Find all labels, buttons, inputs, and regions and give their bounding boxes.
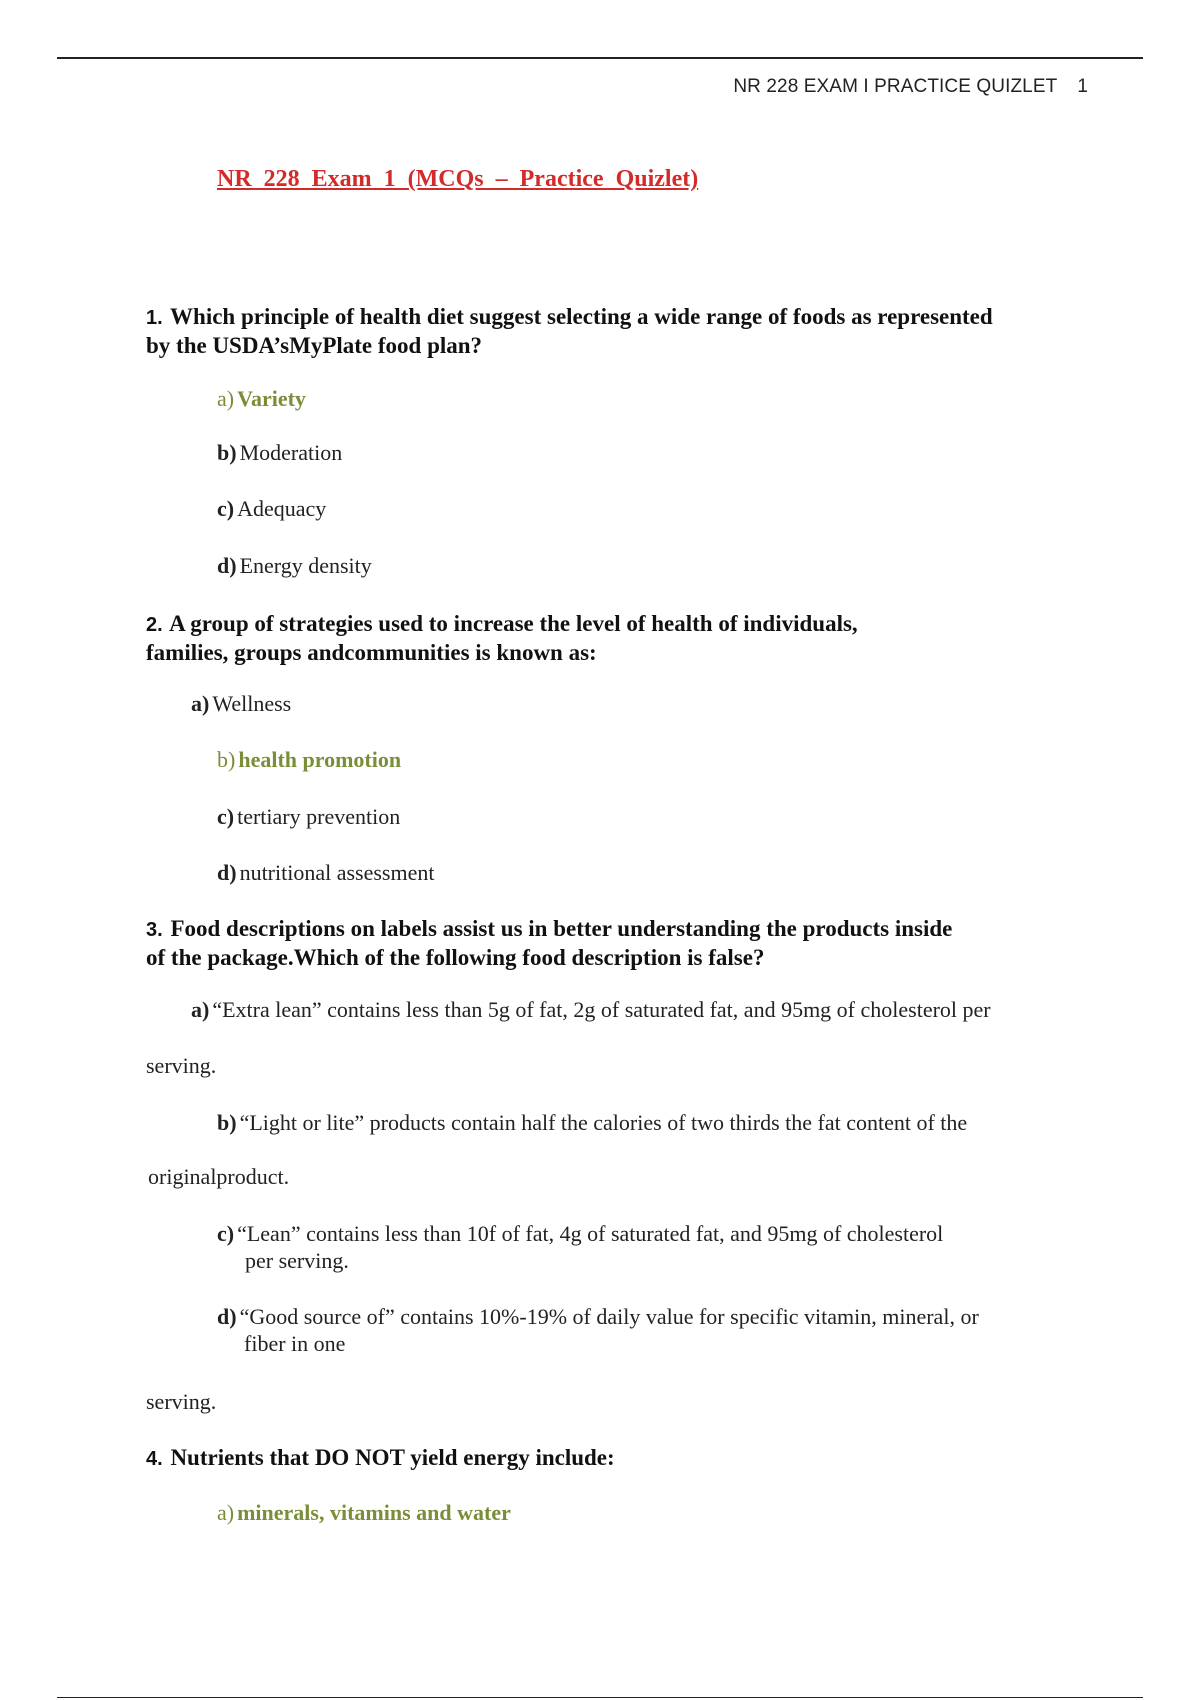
q1-option-c [217, 495, 326, 522]
option-label: c) [217, 496, 235, 521]
q3-option-d-continuation: serving. [146, 1389, 217, 1414]
option-label: b) [217, 1110, 237, 1135]
option-label: c) [217, 804, 235, 829]
question-text-line1: A group of strategies used to increase the level of health of individuals, [169, 611, 858, 636]
option-label: a) [217, 386, 235, 411]
q4-option-a [217, 1499, 511, 1526]
question-text-line2: of the package.Which of the following food description is false? [146, 945, 765, 970]
option-text: tertiary prevention [237, 804, 401, 829]
footer-rule [57, 1697, 1143, 1698]
q3-option-d [217, 1303, 979, 1357]
q3-option-b [217, 1109, 967, 1136]
question-number: 4. [146, 1448, 163, 1470]
question-number: 2. [146, 614, 163, 636]
option-text: “Extra lean” contains less than 5g of fat, 2g of saturated fat, and 95mg of cholesterol per [212, 997, 991, 1022]
option-text: “Lean” contains less than 10f of fat, 4g of saturated fat, and 95mg of cholesterol [237, 1221, 944, 1246]
q3-option-c [217, 1220, 943, 1274]
q1-option-a [217, 385, 306, 412]
q1-option-d [217, 552, 372, 579]
q2-option-a [191, 690, 291, 717]
q2-option-c [217, 803, 400, 830]
option-text: Variety [237, 386, 306, 411]
q3-option-a [191, 996, 991, 1023]
question-text-line1: Which principle of health diet suggest selecting a wide range of foods as represented [170, 304, 993, 329]
option-text: “Good source of” contains 10%-19% of daily value for specific vitamin, mineral, or [239, 1304, 979, 1329]
option-label: b) [217, 747, 236, 772]
option-text: Energy density [239, 553, 372, 578]
question-4 [146, 1444, 615, 1473]
option-text: Wellness [212, 691, 292, 716]
q2-option-b [217, 746, 401, 773]
question-text-line2: families, groups andcommunities is known as: [146, 640, 597, 665]
option-label: a) [217, 1500, 235, 1525]
option-label: d) [217, 553, 237, 578]
option-text: “Light or lite” products contain half the calories of two thirds the fat content of the [239, 1110, 968, 1135]
option-label: c) [217, 1221, 235, 1246]
option-text: minerals, vitamins and water [237, 1500, 511, 1525]
option-label: a) [191, 691, 210, 716]
option-label: b) [217, 440, 237, 465]
option-text: Adequacy [237, 496, 327, 521]
option-text-line2: fiber in one [244, 1331, 346, 1356]
question-text-line1: Food descriptions on labels assist us in better understanding the products inside [170, 916, 953, 941]
question-1 [146, 303, 993, 359]
q2-option-d [217, 859, 434, 886]
option-text: nutritional assessment [239, 860, 435, 885]
question-number: 3. [146, 919, 163, 941]
option-text: Moderation [239, 440, 343, 465]
running-head-text: NR 228 EXAM I PRACTICE QUIZLET [733, 76, 1058, 97]
q1-option-b [217, 439, 342, 466]
option-text-line2: per serving. [245, 1248, 349, 1273]
question-number: 1. [146, 307, 163, 329]
question-2 [146, 610, 858, 666]
document-title: NR 228 Exam 1 (MCQs – Practice Quizlet) [217, 166, 699, 192]
option-label: d) [217, 1304, 237, 1329]
option-label: d) [217, 860, 237, 885]
running-head [733, 76, 1088, 98]
question-text-line2: by the USDA’sMyPlate food plan? [146, 333, 483, 358]
page-number: 1 [1077, 76, 1088, 97]
header-rule [57, 57, 1143, 59]
question-3 [146, 915, 952, 971]
question-text-line1: Nutrients that DO NOT yield energy include: [170, 1445, 615, 1470]
q3-option-b-continuation: originalproduct. [148, 1164, 290, 1189]
option-label: a) [191, 997, 210, 1022]
q3-option-a-continuation: serving. [146, 1053, 217, 1078]
option-text: health promotion [238, 747, 402, 772]
